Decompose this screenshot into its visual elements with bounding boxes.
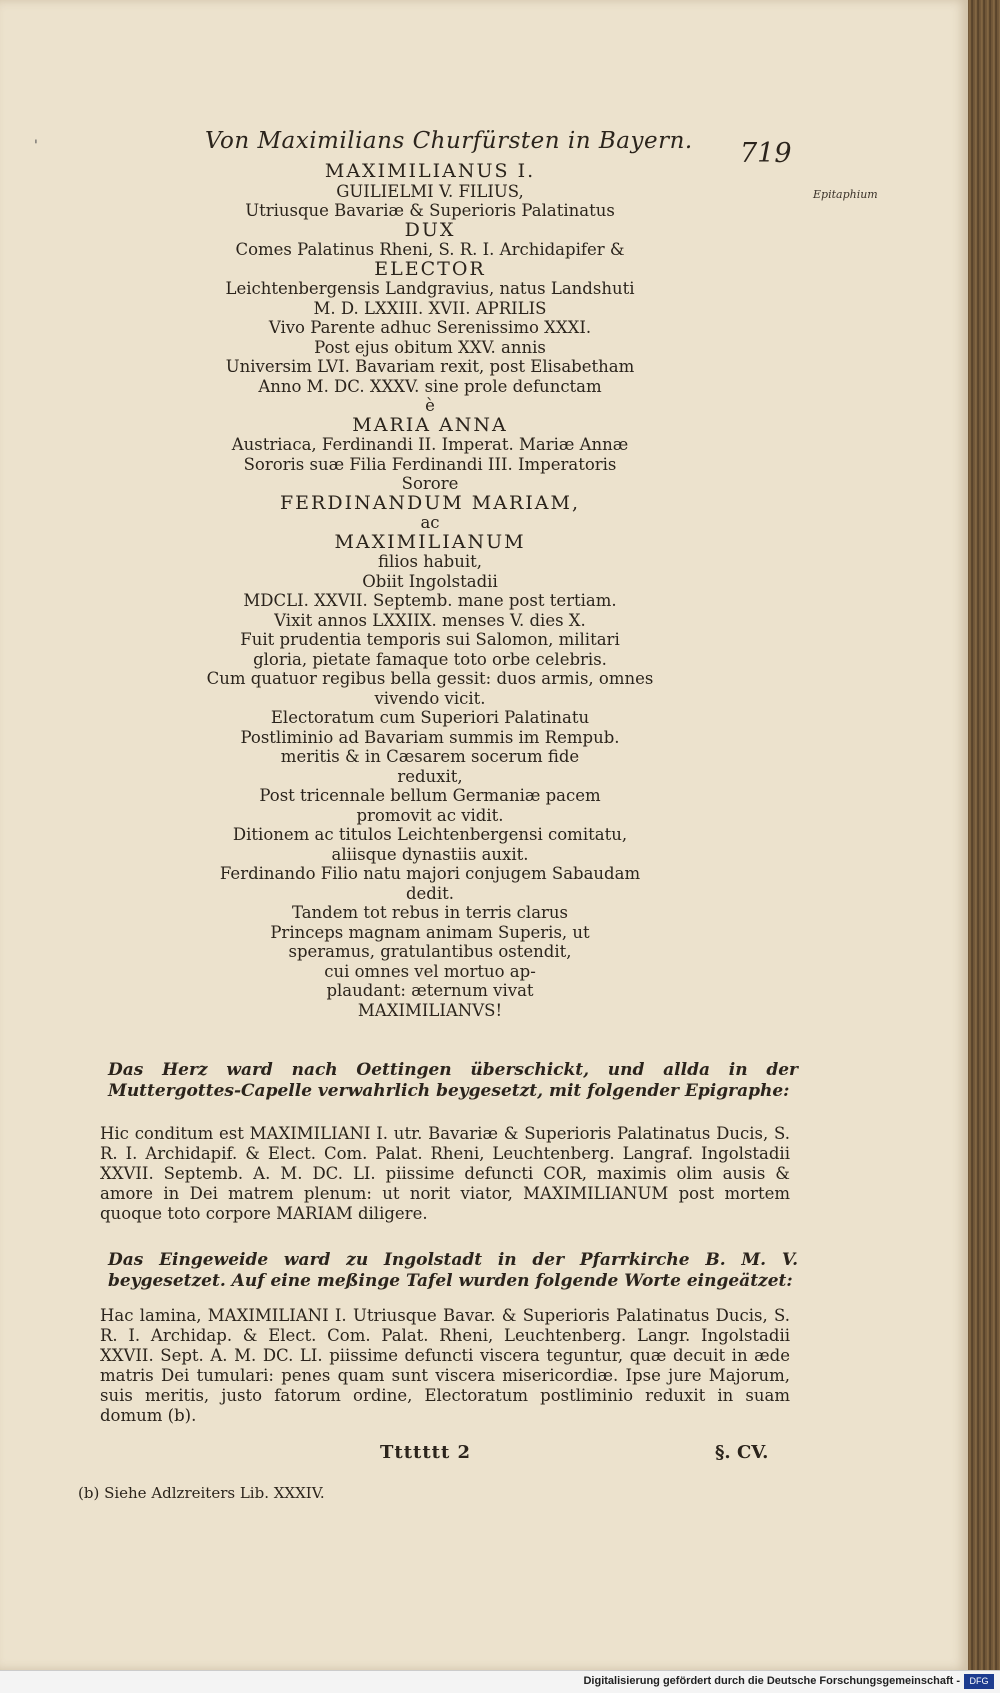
epitaph-line: plaudant: æternum vivat [326,981,534,1000]
epitaph-line: Ferdinando Filio natu majori conjugem Sabaudam [219,864,641,883]
epitaph-line: Tandem tot rebus in terris clarus [291,903,569,922]
epitaph-line: promovit ac vidit. [356,805,504,825]
epitaph-line: M. D. LXXIII. XVII. APRILIS [313,298,547,318]
epitaph-line: reduxit, [397,766,463,786]
epitaph-line: Post ejus obitum XXV. annis [314,337,546,357]
epitaph-line: Fuit prudentia temporis sui Salomon, militari [240,630,620,649]
epitaph-line: Anno M. DC. XXXV. sine prole defunctam [258,376,602,396]
epitaph-line: vivendo vicit. [374,688,486,708]
epitaph-line: Comes Palatinus Rheni, S. R. I. Archidapifer & [235,240,625,259]
epitaph-line: MARIA ANNA [352,413,508,436]
epitaph-line: ELECTOR [374,257,486,280]
epitaph-line: Vivo Parente adhuc Serenissimo XXXI. [268,318,592,337]
epitaph-line: FERDINANDUM MARIAM, [279,491,580,514]
epitaph-line: DUX [404,218,456,241]
epitaph-line: Electoratum cum Superiori Palatinatu [270,708,590,727]
margin-note: Epitaphium [813,188,878,201]
epitaph-line: filios habuit, [377,552,482,571]
epitaph-line: Sorore [401,474,459,493]
epitaph-line: Austriaca, Ferdinandi II. Imperat. Mariæ Annæ [231,435,629,454]
footnote: (b) Siehe Adlzreiters Lib. XXXIV. [78,1484,325,1502]
epitaph-line: ac [420,513,440,532]
epitaph-line: aliisque dynastiis auxit. [331,844,529,864]
epitaph-line: Sororis suæ Filia Ferdinandi III. Imperatoris [243,454,617,474]
epitaph-line: Leichtenbergensis Landgravius, natus Landshuti [225,279,635,298]
epitaph-inscription [180,162,680,1020]
epitaph-line: GUILIELMI V. FILIUS, [336,181,524,201]
epitaph-line: gloria, pietate famaque toto orbe celebris. [253,649,607,669]
digitization-note: Digitalisierung gefördert durch die Deutsche Forschungsgemeinschaft - [583,1675,960,1687]
epigraph-heart: Hic conditum est MAXIMILIANI I. utr. Bavariæ & Superioris Palatinatus Ducis, S. R. I. Archidapif. & Elect. Com. Palat. Rheni, Leuchtenberg. Langraf. Ingolstadii XXVII. Septemb. A. M. DC. LI. piissime defuncti COR, maximis olim ausis & amore in Dei matrem plenum: ut norit viator, MAXIMILIANUM post mortem quoque toto corpore MARIAM diligere. [100,1124,790,1223]
margin-mark: ' [34,138,38,154]
book-edge [968,0,1000,1670]
paragraph-entrails: Das Eingeweide ward zu Ingolstadt in der Pfarrkirche B. M. V. beygesetzet. Auf eine meßinge Tafel wurden folgende Worte eingeätzet: [108,1250,798,1291]
epitaph-line: Ditionem ac titulos Leichtenbergensi comitatu, [232,825,628,844]
next-section-mark: §. CV. [715,1442,769,1463]
epitaph-line: Princeps magnam animam Superis, ut [270,922,590,942]
dfg-logo: DFG [964,1674,994,1689]
catchword: Ttttttt 2 [380,1442,472,1463]
epitaph-line: Utriusque Bavariæ & Superioris Palatinatus [245,201,615,220]
epitaph-line: MAXIMILIANUS I. [324,160,536,182]
epitaph-line: è [425,396,435,415]
epitaph-line: MAXIMILIANVS! [357,1000,503,1020]
epigraph-entrails: Hac lamina, MAXIMILIANI I. Utriusque Bavar. & Superioris Palatinatus Ducis, S. R. I. Archidap. & Elect. Com. Palat. Rheni, Leuchtenberg. Langr. Ingolstadii XXVII. Sept. A. M. DC. LI. piissime defuncti viscera teguntur, quæ decuit in æde matris Dei tumulari: penes quam sunt viscera misericordiæ. Ipse jure Majorum, suis meritis, justo fatorum ordine, Electoratum postliminio reduxit in suam domum (b). [100,1306,790,1425]
epitaph-line: Universim LVI. Bavariam rexit, post Elisabetham [225,357,635,376]
epitaph-line: Cum quatuor regibus bella gessit: duos armis, omnes [206,669,654,688]
epitaph-line: Obiit Ingolstadii [362,571,498,591]
paragraph-heart: Das Herz ward nach Oettingen überschickt, und allda in der Muttergottes-Capelle verwahrlich beygesetzt, mit folgender Epigraphe: [108,1060,798,1101]
epitaph-line: meritis & in Cæsarem socerum fide [280,747,580,766]
epitaph-line: Post tricennale bellum Germaniæ pacem [259,786,601,805]
epitaph-line: MDCLI. XXVII. Septemb. mane post tertiam. [243,591,617,610]
epitaph-line: speramus, gratulantibus ostendit, [288,942,572,961]
epitaph-line: Postliminio ad Bavariam summis im Rempub. [240,727,620,747]
epitaph-line: Vixit annos LXXIIX. menses V. dies X. [274,610,586,630]
running-title: Von Maximilians Churfürsten in Bayern. [205,128,693,154]
epitaph-line: MAXIMILIANUM [334,530,526,553]
epitaph-line: cui omnes vel mortuo ap- [324,961,536,981]
epitaph-line: dedit. [405,883,455,903]
page-number: 719 [740,138,792,169]
digitization-footer [0,1670,1000,1693]
